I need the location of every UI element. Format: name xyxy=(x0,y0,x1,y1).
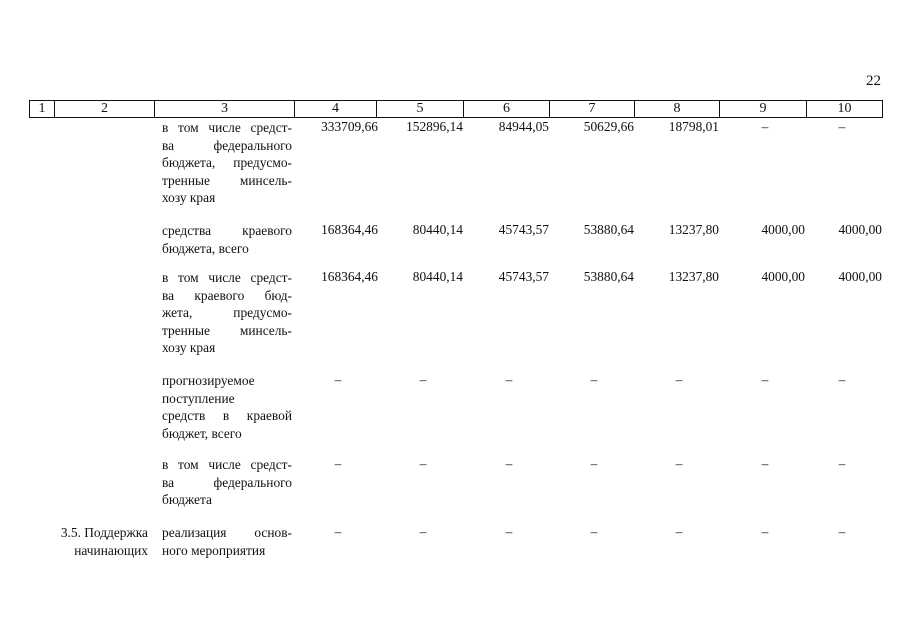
source-label-line: ва федерального xyxy=(162,137,292,153)
source-label-line: средств в краевой xyxy=(162,408,292,423)
value-col-4: 168364,46 xyxy=(321,222,378,237)
value-col-7: 50629,66 xyxy=(583,119,634,134)
header-col-8: 8 xyxy=(635,101,720,118)
value-col-6: 84944,05 xyxy=(498,119,549,134)
source-label-line: тренные минсель- xyxy=(162,322,292,338)
value-col-6: – xyxy=(505,524,513,539)
source-label-line: жета, предусмо- xyxy=(162,305,292,320)
item-name-line: начинающих xyxy=(74,542,148,558)
header-col-9: 9 xyxy=(720,101,807,118)
header-col-3: 3 xyxy=(155,101,295,118)
value-col-6: – xyxy=(505,456,513,471)
value-col-8: 18798,01 xyxy=(668,119,719,134)
value-col-8: 13237,80 xyxy=(668,269,719,284)
source-label-line: в том числе средст- xyxy=(162,270,292,285)
value-col-4: 168364,46 xyxy=(321,269,378,284)
value-col-8: – xyxy=(675,456,683,471)
value-col-10: – xyxy=(838,119,846,134)
row-source-label xyxy=(162,524,292,559)
source-label-line: бюджет, всего xyxy=(162,425,242,441)
source-label-line: реализация основ- xyxy=(162,525,292,540)
source-label-line: бюджета xyxy=(162,492,212,507)
source-label-line: бюджета, всего xyxy=(162,240,249,256)
value-col-10: – xyxy=(838,456,846,471)
value-col-7: – xyxy=(590,456,598,471)
value-col-9: – xyxy=(761,119,769,134)
value-col-9: – xyxy=(761,372,769,387)
page-number: 22 xyxy=(866,73,881,89)
row-source-label xyxy=(162,372,292,442)
value-col-10: – xyxy=(838,372,846,387)
source-label-line: прогнозируемое xyxy=(162,373,255,388)
value-col-5: 152896,14 xyxy=(406,119,463,134)
source-label-line: бюджета, предусмо- xyxy=(162,155,292,170)
value-col-8: – xyxy=(675,524,683,539)
value-col-9: 4000,00 xyxy=(761,222,805,237)
value-col-10: 4000,00 xyxy=(838,222,882,237)
value-col-4: – xyxy=(334,372,342,387)
value-col-10: 4000,00 xyxy=(838,269,882,284)
header-col-6: 6 xyxy=(464,101,550,118)
value-col-5: 80440,14 xyxy=(412,269,463,284)
value-col-6: 45743,57 xyxy=(498,269,549,284)
source-label-line: ного мероприятия xyxy=(162,542,266,558)
value-col-4: – xyxy=(334,524,342,539)
header-col-7: 7 xyxy=(550,101,635,118)
value-col-5: 80440,14 xyxy=(412,222,463,237)
value-col-4: – xyxy=(334,456,342,471)
value-col-5: – xyxy=(419,456,427,471)
header-col-10: 10 xyxy=(807,101,883,118)
source-label-line: в том числе средст- xyxy=(162,120,292,135)
value-col-7: – xyxy=(590,524,598,539)
value-col-6: 45743,57 xyxy=(498,222,549,237)
value-col-9: 4000,00 xyxy=(761,269,805,284)
row-source-label xyxy=(162,119,292,207)
value-col-5: – xyxy=(419,524,427,539)
value-col-8: 13237,80 xyxy=(668,222,719,237)
value-col-5: – xyxy=(419,372,427,387)
source-label-line: ва краевого бюд- xyxy=(162,287,292,303)
row-item-name xyxy=(20,524,148,559)
value-col-9: – xyxy=(761,524,769,539)
source-label-line: ва федерального xyxy=(162,474,292,490)
source-label-line: хозу края xyxy=(162,190,216,205)
value-col-7: 53880,64 xyxy=(583,222,634,237)
source-label-line: поступление xyxy=(162,390,235,406)
source-label-line: тренные минсель- xyxy=(162,172,292,188)
value-col-9: – xyxy=(761,456,769,471)
header-col-1: 1 xyxy=(30,101,55,118)
source-label-line: хозу края xyxy=(162,340,216,355)
value-col-7: – xyxy=(590,372,598,387)
row-source-label xyxy=(162,222,292,257)
value-col-4: 333709,66 xyxy=(321,119,378,134)
value-col-7: 53880,64 xyxy=(583,269,634,284)
header-col-4: 4 xyxy=(295,101,377,118)
value-col-6: – xyxy=(505,372,513,387)
header-col-2: 2 xyxy=(55,101,155,118)
source-label-line: в том числе средст- xyxy=(162,457,292,472)
source-label-line: средства краевого xyxy=(162,223,292,238)
item-name-line: 3.5. Поддержка xyxy=(60,525,148,540)
header-col-5: 5 xyxy=(377,101,464,118)
value-col-10: – xyxy=(838,524,846,539)
row-source-label xyxy=(162,269,292,357)
row-source-label xyxy=(162,456,292,509)
value-col-8: – xyxy=(675,372,683,387)
